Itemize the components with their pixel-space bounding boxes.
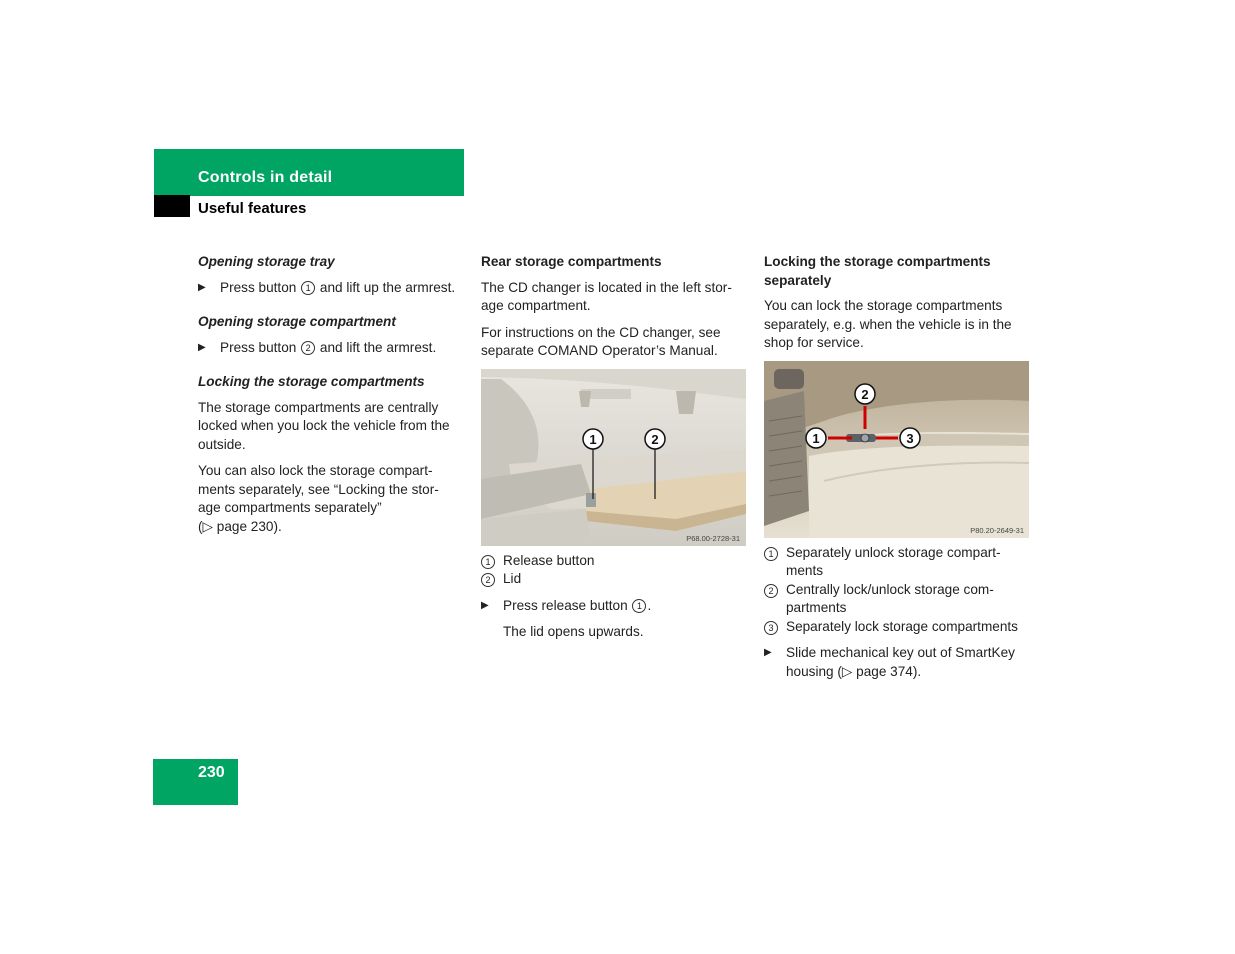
subsection-rule [190,195,464,196]
heading-opening-storage-tray: Opening storage tray [198,254,335,269]
column-right [764,253,1032,689]
callout-number: 2 [301,341,315,355]
heading-locking-separately: Locking the storage compartments separately [764,254,991,288]
section-title: Controls in detail [198,169,333,186]
step-result: The lid opens upwards. [503,624,644,639]
paragraph-lock-separately: You can also lock the storage compart- ments separately, see “Locking the stor- age compartments separately” (▷ page 230). [198,463,439,534]
figure-callout-1: 1 [589,431,597,447]
page-reference-link[interactable]: housing (▷ page 374). [786,663,922,679]
step-slide-key: ▶ Slide mechanical key out of SmartKey housing (▷ page 374). [764,645,1015,679]
figure-code: P68.00-2728-31 [686,533,740,543]
legend-item: 1 Release button [481,552,749,571]
arrow-bullet-icon: ▶ [198,341,206,353]
paragraph-comand-manual: For instructions on the CD changer, see separate COMAND Operator’s Manual. [481,324,721,358]
column-middle [481,253,749,650]
subsection-marker [154,195,190,217]
page-number-box [153,759,238,805]
subsection-title: Useful features [198,200,307,217]
heading-locking-compartments: Locking the storage compartments [198,374,425,389]
paragraph-central-locking: The storage compartments are centrally locked when you lock the vehicle from the outside. [198,399,450,452]
rear-storage-figure [481,369,746,546]
paragraph-lock-service: You can lock the storage compartments separately, e.g. when the vehicle is in the shop for service. [764,298,1012,350]
step-open-compartment: ▶ Press button 2 and lift the armrest. [198,339,466,358]
page-number: 230 [198,764,225,781]
legend-item: 2 Lid [481,570,749,589]
heading-opening-storage-compartment: Opening storage compartment [198,314,396,329]
callout-number: 1 [632,599,646,613]
step-press-release: ▶ Press release button 1 . [481,597,749,616]
figure-callout-1: 1 [812,430,820,446]
figure-callout-3: 3 [906,430,914,446]
arrow-bullet-icon: ▶ [481,599,489,611]
glovebox-lock-figure [764,361,1029,538]
callout-number: 1 [301,281,315,295]
arrow-bullet-icon: ▶ [764,647,772,658]
figure-callout-2: 2 [861,386,869,402]
legend-item: 2 Centrally lock/unlock storage com- partments [764,581,1032,618]
page-reference-link[interactable]: (▷ page 230). [198,518,282,534]
legend-item: 1 Separately unlock storage compart- ments [764,544,1032,581]
figure-callout-2: 2 [651,431,659,447]
figure-code: P80.20-2649-31 [970,525,1024,535]
column-left [198,253,466,544]
legend-item: 3 Separately lock storage compartments [764,618,1032,637]
arrow-bullet-icon: ▶ [198,281,206,293]
step-open-tray: ▶ Press button 1 and lift up the armrest. [198,279,466,298]
heading-rear-storage: Rear storage compartments [481,254,662,269]
paragraph-cd-changer: The CD changer is located in the left stor- age compartment. [481,279,732,313]
